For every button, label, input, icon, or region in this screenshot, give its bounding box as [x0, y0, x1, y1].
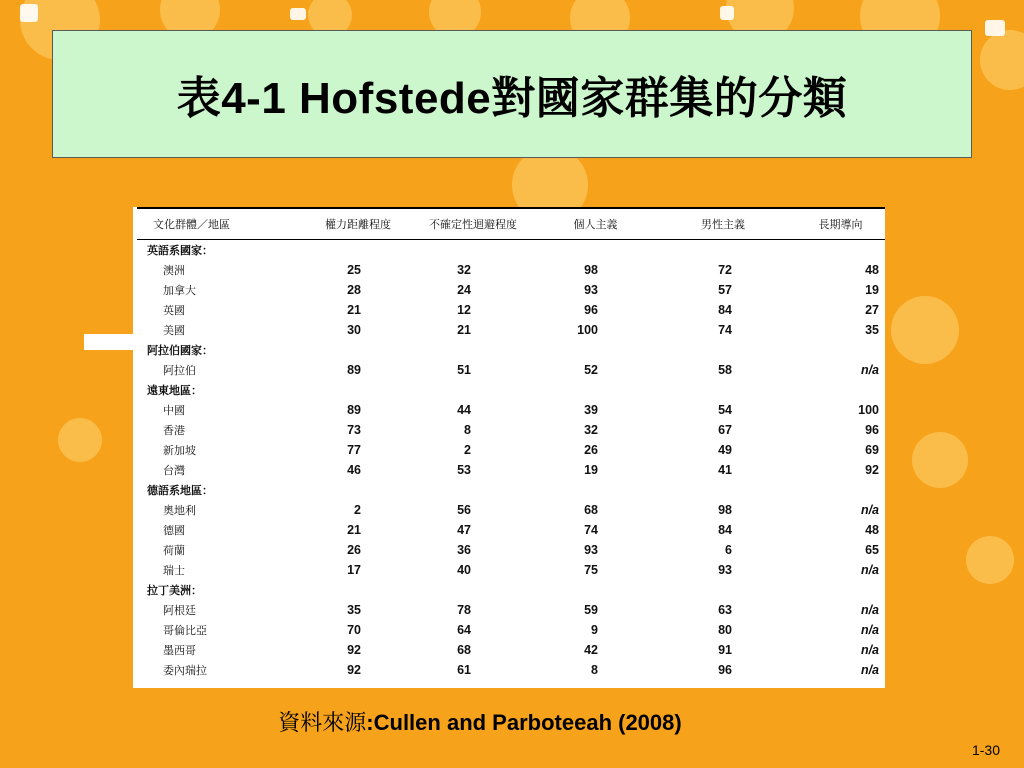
value-cell: 100 — [858, 403, 879, 417]
country-cell: 澳洲 — [163, 264, 185, 277]
value-cell: 63 — [718, 603, 732, 617]
table-row — [137, 360, 885, 380]
value-cell: 48 — [865, 263, 879, 277]
value-cell: 96 — [865, 423, 879, 437]
country-cell: 奧地利 — [163, 504, 196, 517]
group-label: 德語系地區： — [147, 484, 213, 497]
value-cell: 67 — [718, 423, 732, 437]
value-cell: 26 — [584, 443, 598, 457]
table-header-row — [137, 208, 885, 240]
table-row — [137, 620, 885, 640]
country-cell: 加拿大 — [163, 284, 196, 297]
value-cell: n/a — [860, 363, 879, 377]
value-cell: 9 — [591, 623, 598, 637]
table-row — [137, 440, 885, 460]
source-label: 資料來源 — [278, 711, 367, 736]
value-cell: 26 — [347, 543, 361, 557]
value-cell: 61 — [457, 663, 471, 677]
value-cell: 19 — [584, 463, 598, 477]
value-cell: 40 — [457, 563, 471, 577]
group-row — [137, 480, 885, 500]
value-cell: 32 — [457, 263, 471, 277]
table-row — [137, 600, 885, 620]
value-cell: 68 — [457, 643, 471, 657]
country-cell: 阿根廷 — [163, 604, 196, 617]
value-cell: 21 — [347, 523, 361, 537]
group-row — [137, 240, 885, 261]
group-label: 阿拉伯國家： — [147, 344, 213, 357]
table-row — [137, 460, 885, 480]
table-row — [137, 500, 885, 520]
country-cell: 墨西哥 — [163, 644, 196, 657]
country-cell: 台灣 — [163, 464, 185, 477]
table-row — [137, 320, 885, 340]
value-cell: 46 — [347, 463, 361, 477]
country-cell: 荷蘭 — [163, 544, 185, 557]
data-table — [137, 207, 885, 680]
value-cell: 51 — [457, 363, 471, 377]
value-cell: 41 — [718, 463, 732, 477]
value-cell: 93 — [718, 563, 732, 577]
table-row — [137, 420, 885, 440]
value-cell: 35 — [347, 603, 361, 617]
value-cell: 54 — [718, 403, 732, 417]
source-citation — [0, 706, 960, 737]
country-cell: 委內瑞拉 — [163, 664, 207, 677]
value-cell: 59 — [584, 603, 598, 617]
value-cell: n/a — [860, 563, 879, 577]
value-cell: 91 — [718, 643, 732, 657]
country-cell: 美國 — [163, 324, 185, 337]
value-cell: 24 — [457, 283, 471, 297]
table-row — [137, 660, 885, 680]
col-header-uncertainty-avoidance: 不確定性迴避程度 — [413, 208, 533, 240]
value-cell: 35 — [865, 323, 879, 337]
country-cell: 阿拉伯 — [163, 364, 196, 377]
group-label: 英語系國家： — [147, 244, 213, 257]
value-cell: 96 — [718, 663, 732, 677]
value-cell: 89 — [347, 403, 361, 417]
table-row — [137, 640, 885, 660]
slide-title: 表4-1 Hofstede對國家群集的分類 — [176, 74, 848, 123]
value-cell: 98 — [584, 263, 598, 277]
table-row — [137, 260, 885, 280]
value-cell: n/a — [860, 603, 879, 617]
col-header-region: 文化群體／地區 — [137, 208, 303, 240]
page-number: 1-30 — [971, 742, 1000, 758]
value-cell: 77 — [347, 443, 361, 457]
value-cell: 6 — [725, 543, 732, 557]
table-row — [137, 540, 885, 560]
decorative-white-bar — [84, 334, 140, 350]
group-label: 拉丁美洲： — [147, 584, 202, 597]
value-cell: 2 — [464, 443, 471, 457]
source-text: :Cullen and Parboteeah (2008) — [366, 710, 682, 735]
value-cell: 78 — [457, 603, 471, 617]
value-cell: 32 — [584, 423, 598, 437]
value-cell: n/a — [860, 663, 879, 677]
value-cell: 48 — [865, 523, 879, 537]
value-cell: 72 — [718, 263, 732, 277]
value-cell: 93 — [584, 283, 598, 297]
country-cell: 哥倫比亞 — [163, 624, 207, 637]
value-cell: 84 — [718, 523, 732, 537]
value-cell: 30 — [347, 323, 361, 337]
value-cell: 19 — [865, 283, 879, 297]
value-cell: 80 — [718, 623, 732, 637]
value-cell: 58 — [718, 363, 732, 377]
value-cell: 21 — [347, 303, 361, 317]
country-cell: 中國 — [163, 404, 185, 417]
value-cell: 92 — [865, 463, 879, 477]
value-cell: 69 — [865, 443, 879, 457]
value-cell: 42 — [584, 643, 598, 657]
country-cell: 德國 — [163, 524, 185, 537]
value-cell: 74 — [718, 323, 732, 337]
value-cell: 92 — [347, 663, 361, 677]
value-cell: 25 — [347, 263, 361, 277]
col-header-masculinity: 男性主義 — [658, 208, 788, 240]
table-row — [137, 280, 885, 300]
country-cell: 瑞士 — [163, 564, 185, 577]
col-header-individualism: 個人主義 — [533, 208, 658, 240]
value-cell: 64 — [457, 623, 471, 637]
col-header-power-distance: 權力距離程度 — [303, 208, 413, 240]
value-cell: 98 — [718, 503, 732, 517]
value-cell: 36 — [457, 543, 471, 557]
value-cell: 65 — [865, 543, 879, 557]
col-header-long-term: 長期導向 — [788, 208, 885, 240]
value-cell: 28 — [347, 283, 361, 297]
table-row — [137, 400, 885, 420]
value-cell: 17 — [347, 563, 361, 577]
value-cell: 75 — [584, 563, 598, 577]
value-cell: n/a — [860, 503, 879, 517]
value-cell: 93 — [584, 543, 598, 557]
table-row — [137, 300, 885, 320]
value-cell: 27 — [865, 303, 879, 317]
group-row — [137, 580, 885, 600]
table-body — [137, 240, 885, 681]
value-cell: 100 — [577, 323, 598, 337]
value-cell: 44 — [457, 403, 471, 417]
value-cell: n/a — [860, 623, 879, 637]
value-cell: 57 — [718, 283, 732, 297]
title-box — [52, 30, 972, 158]
group-row — [137, 380, 885, 400]
value-cell: 84 — [718, 303, 732, 317]
country-cell: 香港 — [163, 424, 185, 437]
value-cell: 92 — [347, 643, 361, 657]
country-cell: 新加坡 — [163, 444, 196, 457]
table-row — [137, 520, 885, 540]
value-cell: 8 — [591, 663, 598, 677]
value-cell: 70 — [347, 623, 361, 637]
value-cell: 68 — [584, 503, 598, 517]
hofstede-table — [133, 207, 885, 688]
value-cell: n/a — [860, 643, 879, 657]
value-cell: 21 — [457, 323, 471, 337]
value-cell: 74 — [584, 523, 598, 537]
value-cell: 2 — [354, 503, 361, 517]
value-cell: 8 — [464, 423, 471, 437]
value-cell: 56 — [457, 503, 471, 517]
value-cell: 89 — [347, 363, 361, 377]
value-cell: 52 — [584, 363, 598, 377]
value-cell: 53 — [457, 463, 471, 477]
country-cell: 英國 — [163, 304, 185, 317]
table-row — [137, 560, 885, 580]
value-cell: 73 — [347, 423, 361, 437]
value-cell: 96 — [584, 303, 598, 317]
group-row — [137, 340, 885, 360]
group-label: 遠東地區： — [147, 384, 202, 397]
value-cell: 39 — [584, 403, 598, 417]
value-cell: 49 — [718, 443, 732, 457]
value-cell: 47 — [457, 523, 471, 537]
value-cell: 12 — [457, 303, 471, 317]
